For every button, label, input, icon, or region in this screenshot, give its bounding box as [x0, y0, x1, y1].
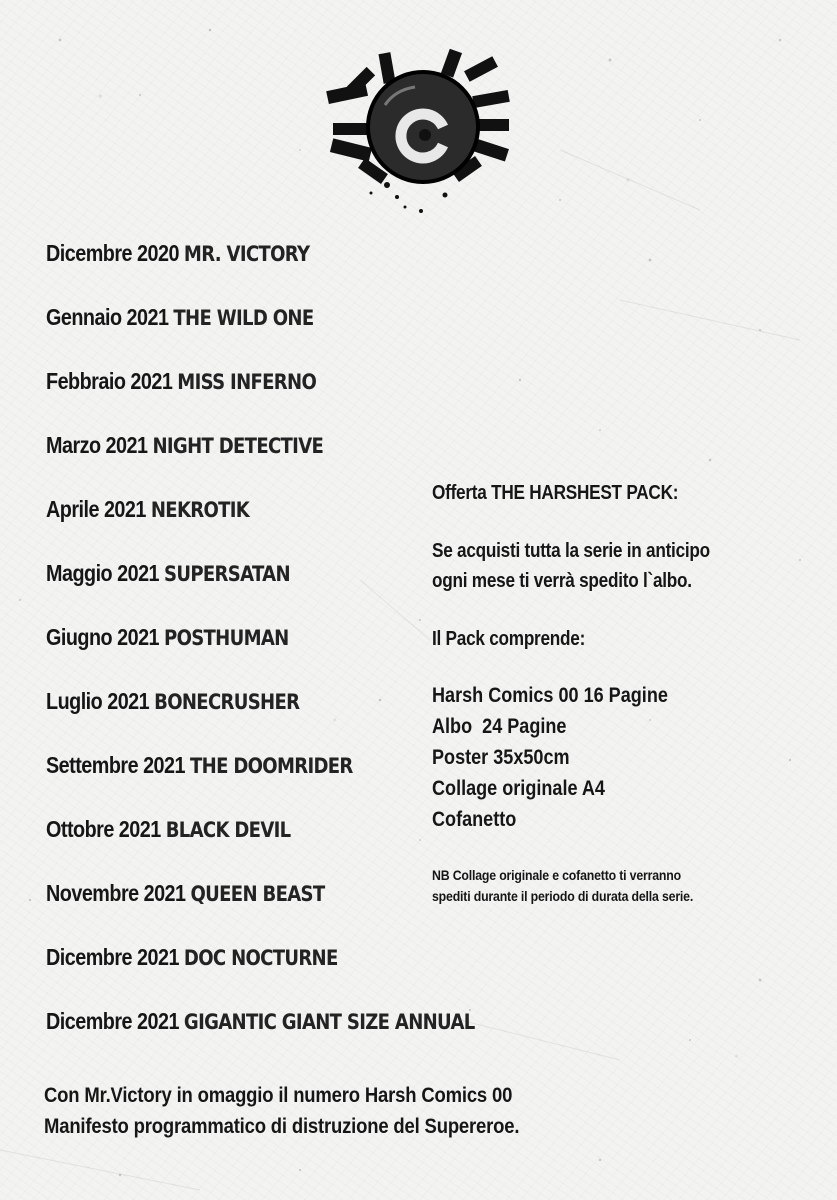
pack-item: Poster 35x50cm	[432, 746, 570, 769]
offer-description-line: Se acquisti tutta la serie in anticipo	[432, 540, 710, 562]
pack-item: Albo 24 Pagine	[432, 715, 567, 738]
schedule-row	[46, 556, 475, 620]
offer-note-line: NB Collage originale e cofanetto ti verranno	[432, 867, 681, 883]
schedule-title: NIGHT DETECTIVE	[152, 434, 324, 458]
pack-item: Harsh Comics 00 16 Pagine	[432, 684, 668, 707]
schedule-title: QUEEN BEAST	[190, 882, 325, 906]
schedule-title: DOC NOCTURNE	[183, 946, 338, 970]
schedule-title: GIGANTIC GIANT SIZE ANNUAL	[183, 1010, 475, 1034]
offer-note	[432, 865, 766, 907]
schedule-date: Aprile 2021	[46, 496, 146, 522]
offer-description-line: ogni mese ti verrà spedito l`albo.	[432, 570, 692, 592]
schedule-date: Marzo 2021	[46, 432, 148, 458]
schedule-date: Ottobre 2021	[46, 816, 161, 842]
schedule-title: MISS INFERNO	[177, 370, 317, 394]
sun-eye-logo-icon	[325, 35, 520, 225]
schedule-date: Giugno 2021	[46, 624, 160, 650]
schedule-row	[46, 300, 475, 364]
pack-item: Cofanetto	[432, 808, 517, 831]
schedule-title: SUPERSATAN	[164, 562, 290, 586]
schedule-row	[46, 620, 475, 684]
offer-note-line: spediti durante il periodo di durata della serie.	[432, 888, 694, 904]
schedule-row	[46, 748, 475, 812]
offer-heading: Offerta THE HARSHEST PACK:	[432, 482, 679, 504]
pack-item: Collage originale A4	[432, 777, 605, 800]
schedule-title: NEKROTIK	[150, 498, 250, 522]
schedule-date: Febbraio 2021	[46, 368, 173, 394]
schedule-date: Dicembre 2020	[46, 240, 179, 266]
schedule-date: Settembre 2021	[46, 752, 186, 778]
footer-line: Manifesto programmatico di distruzione del Supereroe.	[44, 1115, 520, 1138]
schedule-title: BLACK DEVIL	[165, 818, 291, 842]
offer-panel	[432, 478, 812, 907]
schedule-title: POSTHUMAN	[164, 626, 289, 650]
schedule-row	[46, 428, 475, 492]
schedule-title: MR. VICTORY	[183, 242, 310, 266]
schedule-row	[46, 1004, 475, 1068]
schedule-date: Maggio 2021	[46, 560, 160, 586]
schedule-row	[46, 812, 475, 876]
schedule-date: Gennaio 2021	[46, 304, 169, 330]
schedule-row	[46, 940, 475, 1004]
footer-line: Con Mr.Victory in omaggio il numero Harsh Comics 00	[44, 1084, 513, 1107]
schedule-row	[46, 684, 475, 748]
schedule-row	[46, 364, 475, 428]
schedule-date: Novembre 2021	[46, 880, 186, 906]
schedule-title: THE DOOMRIDER	[190, 754, 353, 778]
schedule-date: Dicembre 2021	[46, 1008, 179, 1034]
schedule-title: BONECRUSHER	[154, 690, 300, 714]
schedule-date: Dicembre 2021	[46, 944, 179, 970]
pack-heading: Il Pack comprende:	[432, 628, 586, 650]
schedule-title: THE WILD ONE	[173, 306, 314, 330]
schedule-date: Luglio 2021	[46, 688, 150, 714]
schedule-row	[46, 492, 475, 556]
schedule-row	[46, 236, 475, 300]
schedule-row	[46, 876, 475, 940]
footer-note	[44, 1080, 584, 1142]
